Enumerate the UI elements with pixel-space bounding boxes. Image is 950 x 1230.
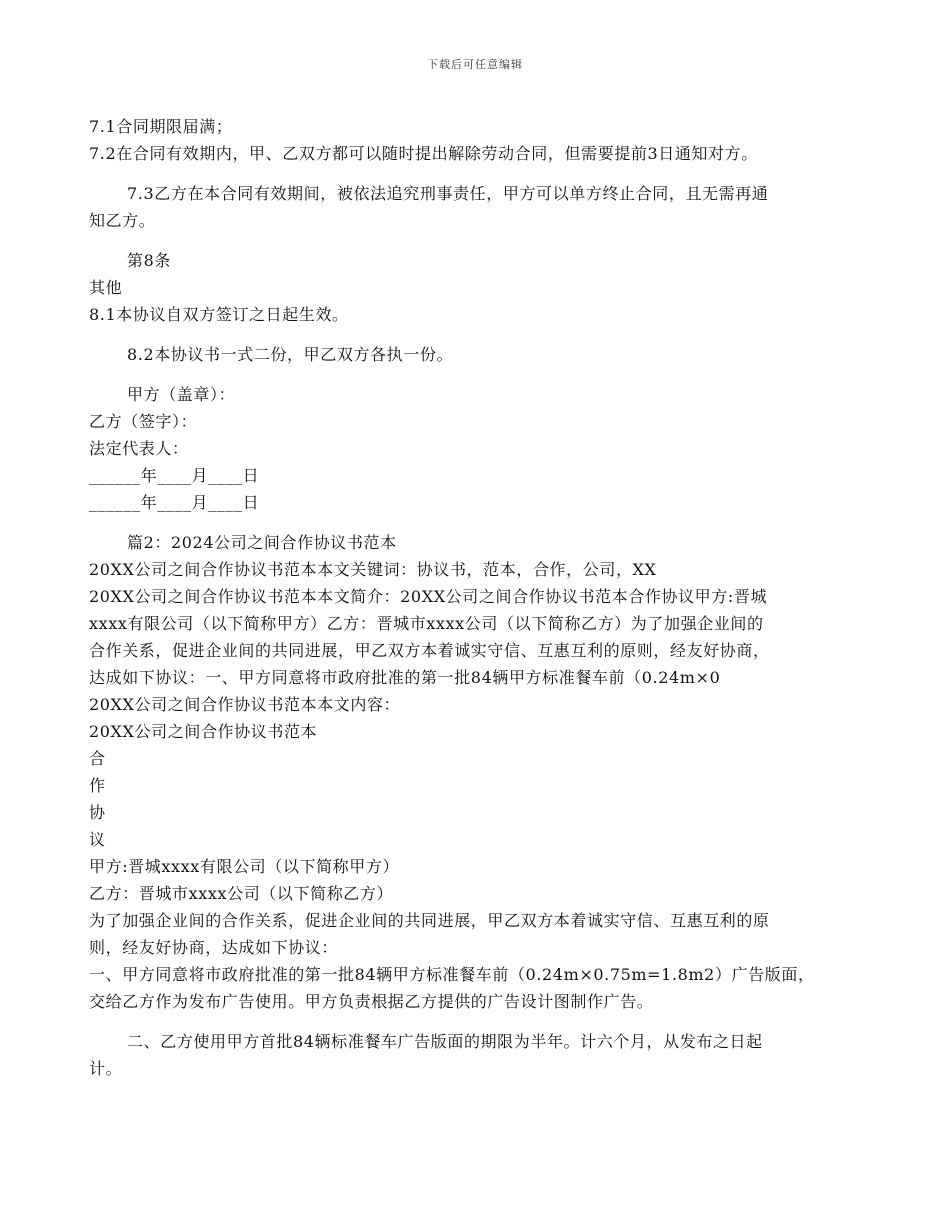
- article-2-line-1: 二、乙方使用甲方首批84辆标准餐车广告版面的期限为半年。计六个月，从发布之日起: [127, 1032, 763, 1051]
- summary-line-3: 合作关系，促进企业间的共同进展，甲乙双方本着诚实守信、互惠互利的原则，经友好协商，: [89, 641, 770, 660]
- page-header: 下载后可任意编辑: [427, 58, 523, 71]
- article-1-line-2: 交给乙方作为发布广告使用。甲方负责根据乙方提供的广告设计图制作广告。: [89, 992, 654, 1011]
- keywords-line: 20XX公司之间合作协议书范本本文关键词：协议书，范本，合作，公司，XX: [89, 560, 657, 579]
- date-line-1: ______年____月____日: [89, 466, 260, 485]
- article-1-line-1: 一、甲方同意将市政府批准的第一批84辆甲方标准餐车前（0.24m×0.75m=1.8m2）广告版面，: [89, 965, 815, 984]
- document-body: [89, 113, 859, 1082]
- vertical-char-2: 作: [89, 776, 106, 795]
- section-2-title: 篇2：2024公司之间合作协议书范本: [127, 533, 397, 552]
- party-b-signature: 乙方（签字）：: [89, 412, 198, 431]
- clause-7-3: 7.3乙方在本合同有效期间，被依法追究刑事责任，甲方可以单方终止合同，且无需再通: [127, 184, 769, 203]
- clause-8-2: 8.2本协议书一式二份，甲乙双方各执一份。: [127, 345, 454, 364]
- preamble-line-2: 则，经友好协商，达成如下协议：: [89, 938, 339, 957]
- preamble-line-1: 为了加强企业间的合作关系，促进企业间的共同进展，甲乙双方本着诚实守信、互惠互利的原: [89, 911, 770, 930]
- article-2-line-2: 计。: [89, 1059, 123, 1078]
- clause-7-1: 7.1合同期限届满；: [89, 117, 233, 136]
- vertical-char-1: 合: [89, 749, 106, 768]
- content-label: 20XX公司之间合作协议书范本本文内容：: [89, 695, 401, 714]
- content-title: 20XX公司之间合作协议书范本: [89, 722, 318, 741]
- summary-line-2: xxxx有限公司（以下简称甲方）乙方：晋城市xxxx公司（以下简称乙方）为了加强企业间的: [89, 614, 764, 633]
- summary-line-4: 达成如下协议：一、甲方同意将市政府批准的第一批84辆甲方标准餐车前（0.24m×0: [89, 668, 721, 687]
- summary-line-1: 20XX公司之间合作协议书范本本文简介：20XX公司之间合作协议书范本合作协议甲方:晋城: [89, 587, 768, 606]
- party-a-line: 甲方:晋城xxxx有限公司（以下简称甲方）: [89, 857, 400, 876]
- article-8-title: 其他: [89, 278, 123, 297]
- clause-8-1: 8.1本协议自双方签订之日起生效。: [89, 305, 349, 324]
- clause-7-2: 7.2在合同有效期内，甲、乙双方都可以随时提出解除劳动合同，但需要提前3日通知对方。: [89, 144, 758, 163]
- party-b-line: 乙方：晋城市xxxx公司（以下简称乙方）: [89, 884, 394, 903]
- vertical-char-4: 议: [89, 830, 106, 849]
- article-8-heading: 第8条: [127, 251, 171, 270]
- party-a-seal: 甲方（盖章）：: [127, 385, 236, 404]
- clause-7-3-cont: 知乙方。: [89, 211, 156, 230]
- date-line-2: ______年____月____日: [89, 493, 260, 512]
- legal-representative: 法定代表人：: [89, 439, 189, 458]
- vertical-char-3: 协: [89, 803, 106, 822]
